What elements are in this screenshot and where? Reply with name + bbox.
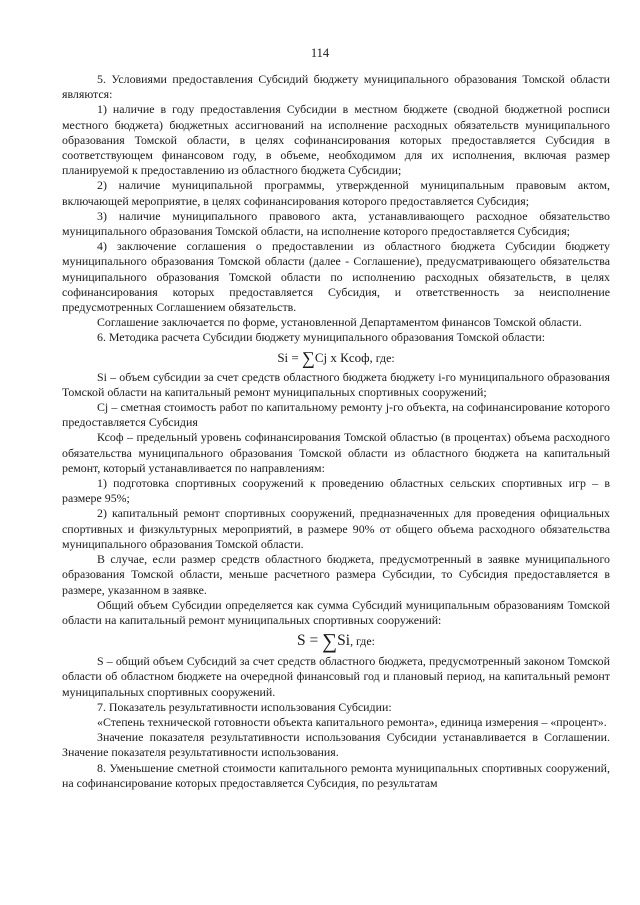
agreement-form-note: Соглашение заключается по форме, установленной Департаментом финансов Томской области. <box>97 315 582 330</box>
definition-s: S – общий объем Субсидий за счет средств областного бюджета, предусмотренный законом Томской области об областном бюджете на очередной финансовый год и плановый период, на капитальный ремонт муниципальных спортивных сооружений. <box>62 654 610 699</box>
formula-s-left: S = <box>297 632 323 650</box>
definition-cj: Cj – сметная стоимость работ по капитальному ремонту j-го объекта, на софинансирование которого предоставляется Субсидия <box>62 400 610 430</box>
formula-si-right: Cj х Кcоф, <box>314 349 373 365</box>
sum-sigma-icon: ∑ <box>302 347 315 368</box>
paragraph-8-reduction: 8. Уменьшение сметной стоимости капитального ремонта муниципальных спортивных сооружений, на софинансирование которых предоставляется Субсидия, по результатам <box>62 760 610 790</box>
smaller-request-case: В случае, если размер средств областного бюджета, предусмотренный в заявке муниципального образования Томской области, меньше расчетного размера Субсидии, то Субсидия предоставляется в размере, указанном в заявке. <box>62 552 610 597</box>
condition-2: 2) наличие муниципальной программы, утвержденной муниципальным правовым актом, включающей мероприятие, в целях софинансирования которого предоставляется Субсидия; <box>62 178 610 208</box>
direction-1: 1) подготовка спортивных сооружений к проведению областных сельских спортивных игр – в размере 95%; <box>62 476 610 506</box>
formula-s-suffix: , где: <box>350 634 375 649</box>
document-body <box>62 72 610 791</box>
indicator-value-note: Значение показателя результативности использования Субсидии устанавливается в Соглашении. Значение показателя результативности использования. <box>62 730 610 760</box>
formula-total-s <box>62 628 610 654</box>
page-number: 114 <box>310 46 330 60</box>
condition-4: 4) заключение соглашения о предоставлении из областного бюджета Субсидии бюджету муниципального образования Томской области (далее - Соглашение), предусматривающего обязательства муниципального образования Томской области по исполнению расходных обязательств, в целях софинансирования которых предоставляется Субсидия, и ответственность за неисполнение предусмотренных Соглашением обязательств. <box>62 239 610 315</box>
indicator-name: «Степень технической готовности объекта капитального ремонта», единица измерения – «процент». <box>97 714 607 729</box>
paragraph-7-indicator: 7. Показатель результативности использования Субсидии: <box>97 699 392 714</box>
paragraph-6-method: 6. Методика расчета Субсидии бюджету муниципального образования Томской области: <box>97 330 546 345</box>
paragraph-5-conditions: 5. Условиями предоставления Субсидий бюджету муниципального образования Томской области являются: <box>62 72 610 102</box>
condition-1: 1) наличие в году предоставления Субсидии в местном бюджете (сводной бюджетной росписи местного бюджета) бюджетных ассигнований на исполнение расходных обязательств муниципального образования Томской области, в целях софинансирования которых предоставляется Субсидия в соответствующем финансовом году, в объеме, необходимом для их исполнения, включая размер планируемой к предоставлению из областного бюджета Субсидии; <box>62 102 610 178</box>
definition-si: Si – объем субсидии за счет средств областного бюджета бюджету i-го муниципального образования Томской области на капитальный ремонт муниципальных спортивных сооружений; <box>62 369 610 399</box>
formula-si-suffix: где: <box>372 350 395 365</box>
total-volume-intro: Общий объем Субсидии определяется как сумма Субсидий муниципальным образованиям Томской области на капитальный ремонт муниципальных спортивных сооружений: <box>62 597 610 627</box>
formula-si-left: Si = <box>277 349 303 365</box>
definition-ksof: Ксоф – предельный уровень софинансирования Томской областью (в процентах) объема расходного обязательства муниципального образования Томской области из областного бюджета на капитальный ремонт, который устанавливается по направлениям: <box>62 430 610 475</box>
formula-subsidy-si <box>62 346 610 370</box>
condition-3: 3) наличие муниципального правового акта, устанавливающего расходное обязательство муниципального образования Томской области, на исполнение которого предоставляется Субсидия; <box>62 208 610 239</box>
formula-s-right: Si <box>337 632 351 650</box>
direction-2: 2) капитальный ремонт спортивных сооружений, предназначенных для проведения официальных спортивных и физкультурных мероприятий, в размере 90% от общего объема расходного обязательства муниципального образования Томской области. <box>62 506 610 551</box>
sum-sigma-icon: ∑ <box>322 629 338 654</box>
